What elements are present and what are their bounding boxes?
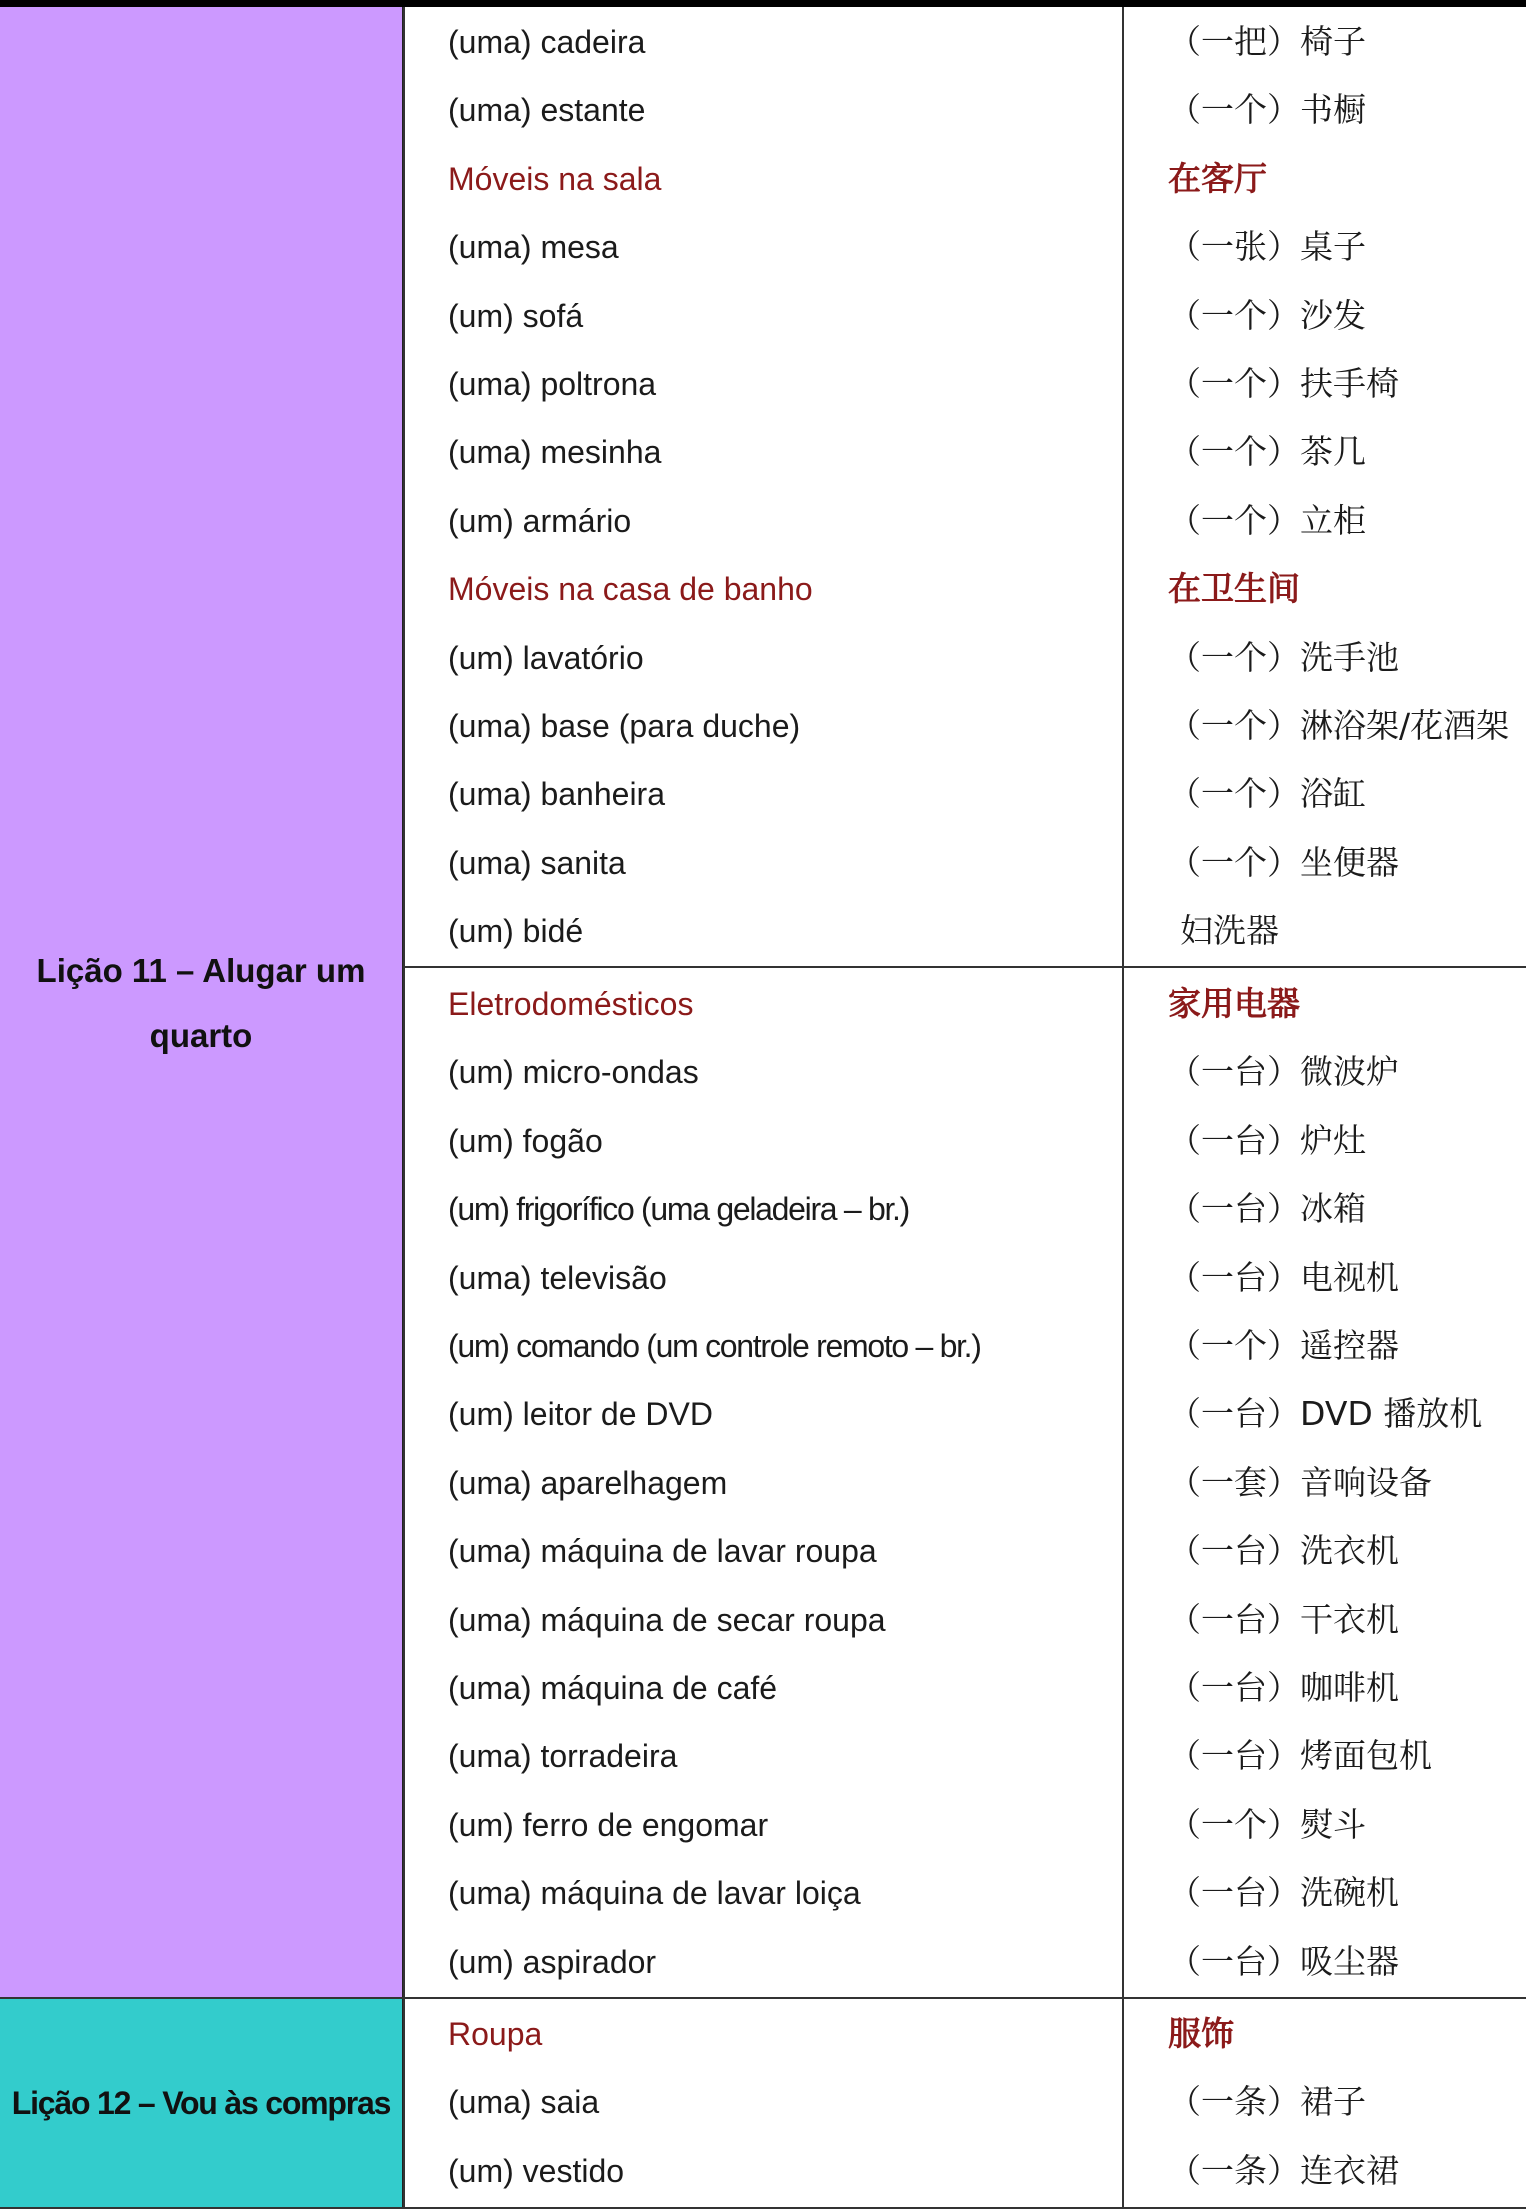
vocab-row bbox=[406, 1312, 1526, 1380]
section-heading-chinese: 在客厅 bbox=[1168, 158, 1267, 198]
chinese-term: （一把）椅子 bbox=[1168, 22, 1366, 61]
portuguese-term: (uma) máquina de lavar roupa bbox=[448, 1533, 877, 1570]
vocab-row bbox=[406, 897, 1526, 965]
chinese-term: （一台）冰箱 bbox=[1168, 1189, 1366, 1229]
chinese-term: （一台）微波炉 bbox=[1168, 1052, 1399, 1092]
section-heading-row bbox=[406, 145, 1526, 213]
vocab-row bbox=[406, 829, 1526, 897]
vocab-row bbox=[406, 418, 1526, 486]
vocab-row bbox=[406, 1722, 1526, 1790]
portuguese-term: (uma) aparelhagem bbox=[448, 1464, 728, 1501]
section-heading-chinese: 服饰 bbox=[1168, 2014, 1234, 2053]
chinese-term: （一个）沙发 bbox=[1168, 295, 1366, 335]
portuguese-term: (um) aspirador bbox=[448, 1943, 657, 1980]
vocab-row bbox=[406, 1654, 1526, 1722]
table-top-border bbox=[0, 0, 1526, 7]
portuguese-term: (uma) máquina de café bbox=[448, 1670, 778, 1706]
section-heading-portuguese: Móveis na sala bbox=[448, 160, 662, 197]
chinese-term: （一台）咖啡机 bbox=[1168, 1668, 1399, 1707]
portuguese-term: (um) ferro de engomar bbox=[448, 1806, 769, 1843]
chinese-term: （一台）DVD 播放机 bbox=[1168, 1394, 1483, 1434]
chinese-term: （一台）洗碗机 bbox=[1168, 1873, 1399, 1913]
vocab-row bbox=[406, 2137, 1526, 2205]
chinese-term: （一个）浴缸 bbox=[1168, 774, 1366, 814]
portuguese-term: (uma) sanita bbox=[448, 844, 626, 881]
vocab-row bbox=[406, 487, 1526, 555]
portuguese-term: (uma) mesa bbox=[448, 229, 619, 266]
chinese-term: （一个）遥控器 bbox=[1168, 1326, 1399, 1365]
portuguese-term: (uma) saia bbox=[448, 2084, 600, 2121]
chinese-term: （一套）音响设备 bbox=[1168, 1462, 1432, 1502]
vocab-row bbox=[406, 692, 1526, 760]
vocab-row bbox=[406, 1859, 1526, 1927]
section-heading-chinese: 家用电器 bbox=[1168, 984, 1300, 1023]
lesson-11-cell bbox=[0, 7, 404, 1998]
column-divider-left bbox=[403, 7, 405, 2209]
chinese-term: （一台）洗衣机 bbox=[1168, 1531, 1399, 1571]
vocab-row bbox=[406, 1107, 1526, 1175]
section-heading-row bbox=[406, 2000, 1526, 2068]
group-divider-1 bbox=[404, 966, 1526, 968]
section-heading-row bbox=[406, 970, 1526, 1038]
lesson-12-cell bbox=[0, 1998, 404, 2209]
section-heading-portuguese: Eletrodomésticos bbox=[448, 986, 694, 1022]
chinese-term: （一个）淋浴架/花酒架 bbox=[1168, 706, 1510, 745]
group-divider-2 bbox=[0, 1997, 1526, 1999]
portuguese-term: (um) leitor de DVD bbox=[448, 1396, 713, 1433]
vocab-row bbox=[406, 1380, 1526, 1448]
chinese-term: （一条）裙子 bbox=[1168, 2082, 1366, 2122]
portuguese-term: (um) micro-ondas bbox=[448, 1054, 699, 1091]
portuguese-term: (uma) torradeira bbox=[448, 1738, 678, 1775]
section-heading-chinese: 在卫生间 bbox=[1168, 569, 1300, 609]
portuguese-term: (um) vestido bbox=[448, 2152, 625, 2189]
portuguese-term: (um) bidé bbox=[448, 913, 584, 950]
portuguese-term: (um) comando (um controle remoto – br.) bbox=[448, 1328, 981, 1364]
chinese-term: （一台）电视机 bbox=[1168, 1257, 1399, 1297]
portuguese-term: (um) lavatório bbox=[448, 639, 644, 676]
section-heading-portuguese: Móveis na casa de banho bbox=[448, 571, 813, 608]
section-heading-portuguese: Roupa bbox=[448, 2016, 543, 2052]
chinese-term: （一个）茶几 bbox=[1168, 432, 1366, 472]
vocab-row bbox=[406, 624, 1526, 692]
portuguese-term: (uma) estante bbox=[448, 92, 646, 129]
vocab-row bbox=[406, 1244, 1526, 1312]
vocab-row bbox=[406, 8, 1526, 76]
portuguese-term: (uma) cadeira bbox=[448, 24, 646, 60]
portuguese-term: (um) frigorífico (uma geladeira – br.) bbox=[448, 1191, 910, 1228]
vocab-row bbox=[406, 1175, 1526, 1243]
lesson-12-title: Lição 12 – Vou às compras bbox=[11, 2085, 391, 2121]
vocab-row bbox=[406, 1586, 1526, 1654]
portuguese-term: (uma) poltrona bbox=[448, 366, 657, 402]
vocab-row bbox=[406, 1038, 1526, 1106]
portuguese-term: (uma) máquina de secar roupa bbox=[448, 1601, 886, 1638]
vocab-row bbox=[406, 760, 1526, 828]
vocab-row bbox=[406, 1928, 1526, 1996]
vocab-row bbox=[406, 76, 1526, 144]
portuguese-term: (uma) mesinha bbox=[448, 434, 662, 471]
portuguese-term: (uma) banheira bbox=[448, 776, 665, 813]
chinese-term: （一台）吸尘器 bbox=[1168, 1941, 1399, 1981]
chinese-term: （一个）坐便器 bbox=[1168, 842, 1399, 882]
vocab-row bbox=[406, 282, 1526, 350]
portuguese-term: (um) sofá bbox=[448, 297, 584, 334]
portuguese-term: (uma) televisão bbox=[448, 1259, 667, 1296]
vocab-row bbox=[406, 213, 1526, 281]
chinese-term: （一台）炉灶 bbox=[1168, 1120, 1366, 1160]
chinese-term: （一台）干衣机 bbox=[1168, 1599, 1399, 1639]
chinese-term: （一台）烤面包机 bbox=[1168, 1736, 1432, 1776]
lesson-11-title: Lição 11 – Alugar um quarto bbox=[36, 951, 366, 1054]
section-heading-row bbox=[406, 555, 1526, 623]
chinese-term: （一个）扶手椅 bbox=[1168, 364, 1399, 403]
chinese-term: （一个）书橱 bbox=[1168, 90, 1366, 130]
vocab-row bbox=[406, 350, 1526, 418]
portuguese-term: (uma) máquina de lavar loiça bbox=[448, 1875, 861, 1912]
chinese-term: （一个）熨斗 bbox=[1168, 1804, 1366, 1844]
vocab-row bbox=[406, 1791, 1526, 1859]
vocab-row bbox=[406, 1517, 1526, 1585]
portuguese-term: (um) fogão bbox=[448, 1122, 603, 1159]
chinese-term: （一个）立柜 bbox=[1168, 500, 1366, 540]
vocab-row bbox=[406, 2068, 1526, 2136]
portuguese-term: (uma) base (para duche) bbox=[448, 708, 801, 744]
vocab-row bbox=[406, 1449, 1526, 1517]
chinese-term: 妇洗器 bbox=[1180, 911, 1279, 951]
portuguese-term: (um) armário bbox=[448, 502, 632, 539]
chinese-term: （一条）连衣裙 bbox=[1168, 2150, 1399, 2190]
chinese-term: （一个）洗手池 bbox=[1168, 637, 1399, 677]
chinese-term: （一张）桌子 bbox=[1168, 227, 1366, 267]
